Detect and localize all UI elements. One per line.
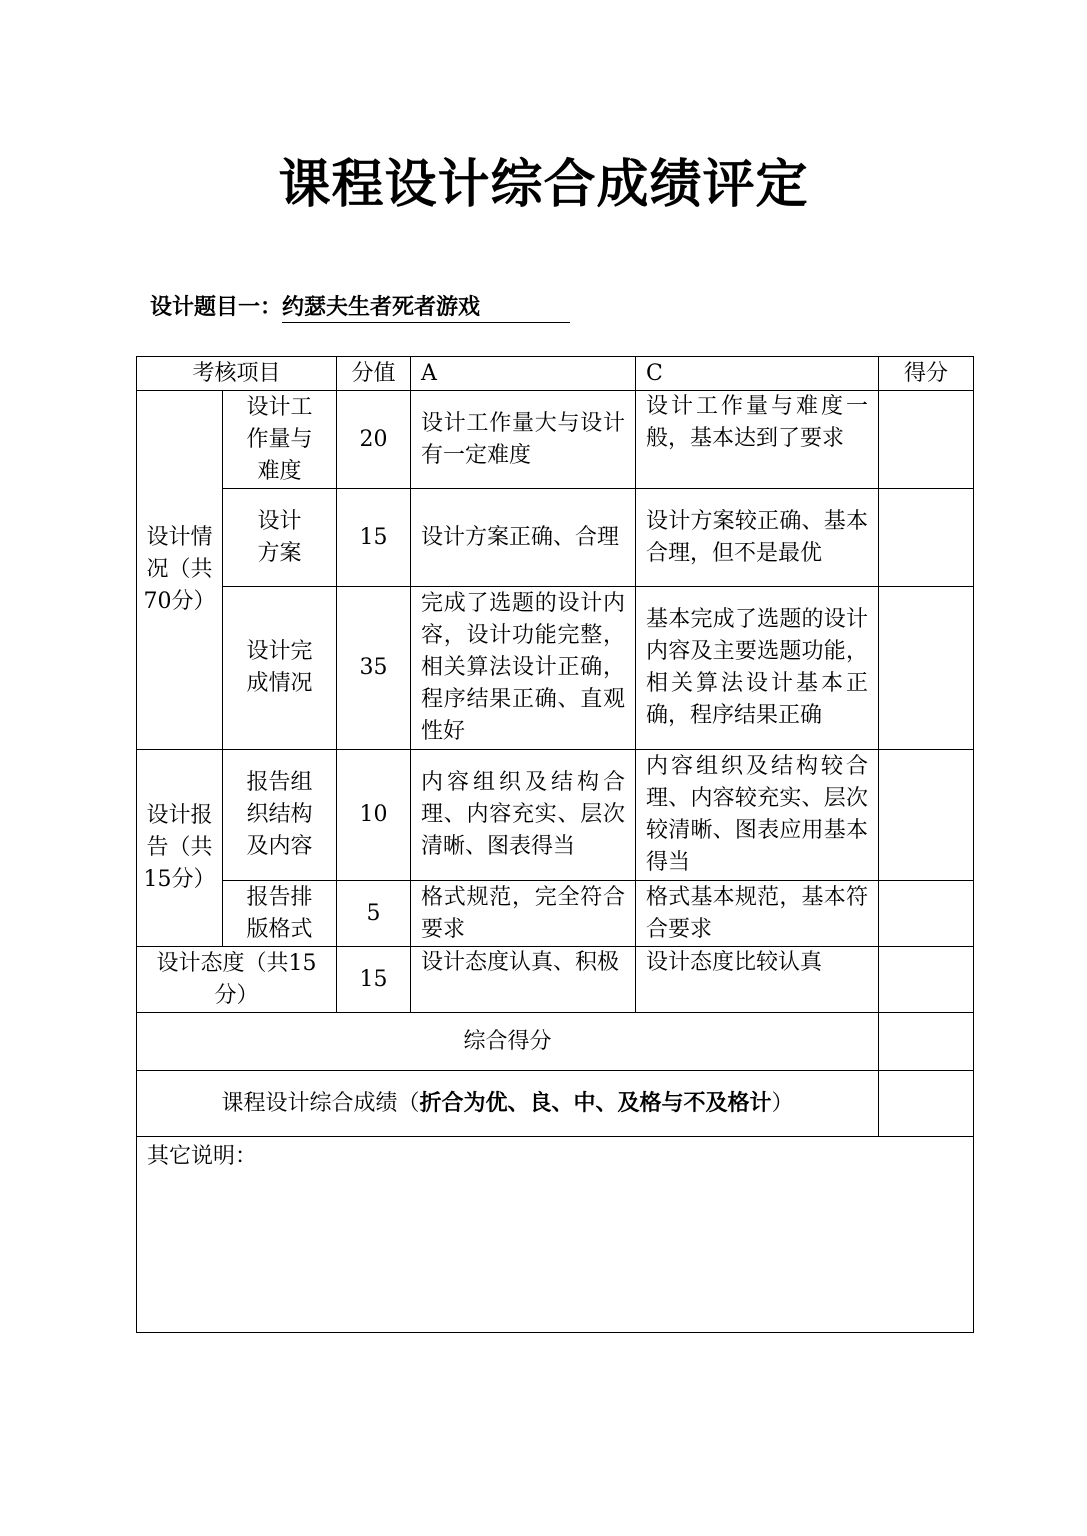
got-cell[interactable] <box>879 489 974 587</box>
grade-c-cell: 内容组织及结构较合理、内容较充实、层次较清晰、图表应用基本得当 <box>636 750 879 881</box>
score-cell: 15 <box>337 947 411 1013</box>
item-cell: 报告排版格式 <box>223 881 337 947</box>
final-label-tail: ） <box>771 1091 794 1116</box>
item-cell: 设计完成情况 <box>223 587 337 750</box>
grade-a-cell: 格式规范，完全符合要求 <box>411 881 636 947</box>
grade-c-cell: 设计工作量与难度一般，基本达到了要求 <box>636 391 879 489</box>
subject-value: 约瑟夫生者死者游戏 <box>282 290 570 323</box>
group-report: 设计报告（共15分） <box>137 750 223 947</box>
got-cell[interactable] <box>879 391 974 489</box>
header-score: 分值 <box>337 357 411 391</box>
table-row <box>137 587 974 750</box>
final-grade-cell[interactable] <box>879 1071 974 1137</box>
grade-c-cell: 设计方案较正确、基本合理，但不是最优 <box>636 489 879 587</box>
header-grade-c: C <box>636 357 879 391</box>
table-row <box>137 391 974 489</box>
other-notes-label: 其它说明： <box>147 1144 258 1169</box>
group-attitude: 设计态度（共15分） <box>137 947 337 1013</box>
grade-a-cell: 内容组织及结构合理、内容充实、层次清晰、图表得当 <box>411 750 636 881</box>
score-cell: 15 <box>337 489 411 587</box>
grade-a-cell: 设计方案正确、合理 <box>411 489 636 587</box>
got-cell[interactable] <box>879 881 974 947</box>
table-row <box>137 881 974 947</box>
evaluation-table <box>136 356 974 1333</box>
other-notes[interactable] <box>137 1137 974 1333</box>
page-title: 课程设计综合成绩评定 <box>278 155 809 215</box>
total-score-cell[interactable] <box>879 1013 974 1071</box>
item-cell: 报告组织结构及内容 <box>223 750 337 881</box>
header-row <box>137 357 974 391</box>
group-design: 设计情况（共70分） <box>137 391 223 750</box>
final-label-text: 课程设计综合成绩（ <box>221 1091 420 1116</box>
final-grade-label <box>137 1071 879 1137</box>
score-cell: 35 <box>337 587 411 750</box>
grade-a-cell: 完成了选题的设计内容，设计功能完整，相关算法设计正确，程序结果正确、直观性好 <box>411 587 636 750</box>
grade-c-cell: 基本完成了选题的设计内容及主要选题功能，相关算法设计基本正确，程序结果正确 <box>636 587 879 750</box>
header-grade-a: A <box>411 357 636 391</box>
other-notes-row <box>137 1137 974 1333</box>
item-cell: 设计工作量与难度 <box>223 391 337 489</box>
header-item: 考核项目 <box>137 357 337 391</box>
header-got: 得分 <box>879 357 974 391</box>
score-cell: 10 <box>337 750 411 881</box>
got-cell[interactable] <box>879 947 974 1013</box>
final-grade-row <box>137 1071 974 1137</box>
item-cell: 设计方案 <box>223 489 337 587</box>
grade-a-cell: 设计态度认真、积极 <box>411 947 636 1013</box>
grade-c-cell: 格式基本规范，基本符合要求 <box>636 881 879 947</box>
total-label: 综合得分 <box>137 1013 879 1071</box>
got-cell[interactable] <box>879 587 974 750</box>
grade-a-cell: 设计工作量大与设计有一定难度 <box>411 391 636 489</box>
table-row <box>137 750 974 881</box>
got-cell[interactable] <box>879 750 974 881</box>
table-row <box>137 489 974 587</box>
grade-c-cell: 设计态度比较认真 <box>636 947 879 1013</box>
final-label-bold: 折合为优、良、中、及格与不及格计 <box>419 1090 772 1116</box>
table-row <box>137 947 974 1013</box>
design-subject <box>150 290 570 323</box>
score-cell: 5 <box>337 881 411 947</box>
subject-label: 设计题目一： <box>150 294 283 320</box>
total-row <box>137 1013 974 1071</box>
score-cell: 20 <box>337 391 411 489</box>
